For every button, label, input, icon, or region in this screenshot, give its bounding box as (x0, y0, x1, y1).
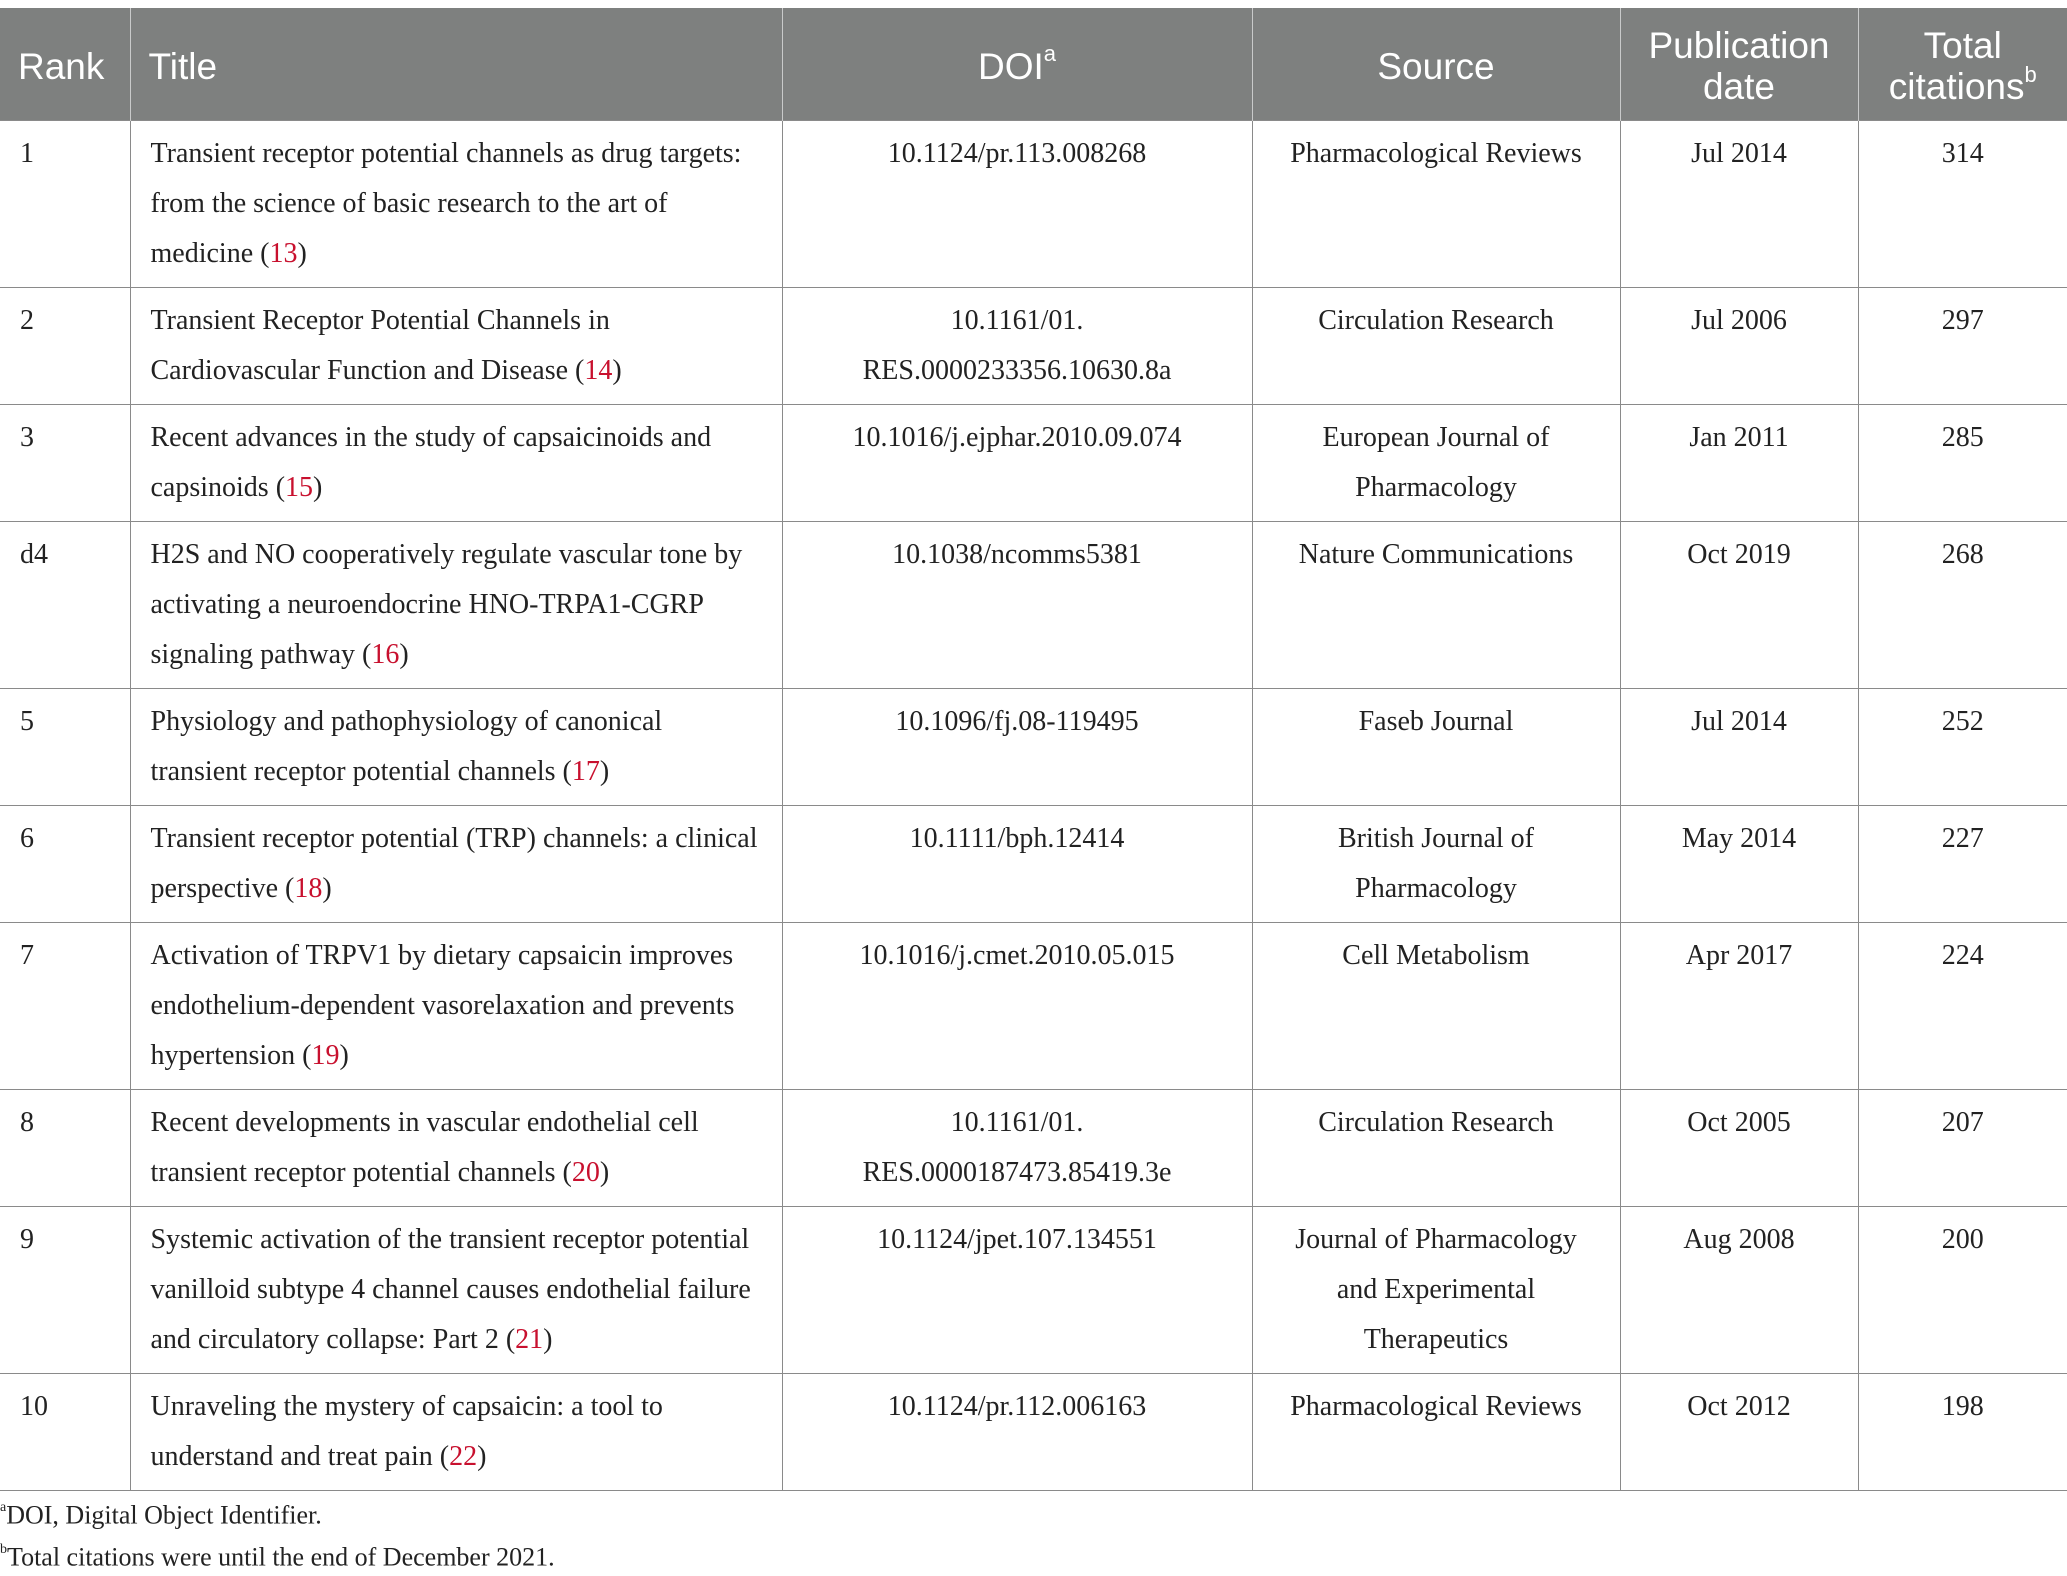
total-citations-cell: 285 (1858, 405, 2067, 522)
title-cell (130, 1207, 782, 1374)
reference-link[interactable]: 14 (584, 355, 613, 386)
title-cell (130, 288, 782, 405)
total-citations-cell: 227 (1858, 806, 2067, 923)
rank-cell: 5 (0, 689, 130, 806)
footnote-a (0, 1492, 555, 1534)
title-text: Systemic activation of the transient receptor potential vanilloid subtype 4 channel causes endothelial failure and circulatory collapse: Part 2 ( (150, 1224, 751, 1355)
header-total-citations (1858, 8, 2067, 121)
header-date-line1: Publication (1648, 25, 1830, 66)
title-text: H2S and NO cooperatively regulate vascular tone by activating a neuroendocrine HNO-TRPA1-CGRP signaling pathway ( (150, 539, 743, 670)
source-cell: Circulation Research (1252, 1090, 1620, 1207)
title-cell (130, 121, 782, 288)
title-text: Recent advances in the study of capsaicinoids and capsinoids ( (150, 422, 712, 503)
doi-cell: 10.1124/pr.113.008268 (782, 121, 1252, 288)
total-citations-cell: 200 (1858, 1207, 2067, 1374)
table-row (0, 522, 2067, 689)
reference-link[interactable]: 13 (269, 238, 298, 269)
rank-cell: 9 (0, 1207, 130, 1374)
header-cit-line2: citations (1888, 66, 2025, 107)
title-text: Unraveling the mystery of capsaicin: a tool to understand and treat pain ( (150, 1391, 663, 1472)
citation-table-wrapper (0, 8, 2067, 1491)
title-text: Transient receptor potential (TRP) channels: a clinical perspective ( (150, 823, 758, 904)
source-cell: Pharmacological Reviews (1252, 1374, 1620, 1491)
total-citations-cell: 297 (1858, 288, 2067, 405)
table-row (0, 806, 2067, 923)
header-title (130, 8, 782, 121)
source-cell: British Journal of Pharmacology (1252, 806, 1620, 923)
title-text: Recent developments in vascular endothelial cell transient receptor potential channels ( (150, 1107, 699, 1188)
table-row (0, 288, 2067, 405)
doi-cell: 10.1124/pr.112.006163 (782, 1374, 1252, 1491)
doi-cell: 10.1038/ncomms5381 (782, 522, 1252, 689)
total-citations-cell: 268 (1858, 522, 2067, 689)
table-row (0, 1090, 2067, 1207)
footnote-b-text: Total citations were until the end of December 2021. (7, 1542, 555, 1572)
header-cit-footnote-mark: b (2024, 61, 2037, 87)
title-text: Activation of TRPV1 by dietary capsaicin improves endothelium-dependent vasorelaxation and prevents hypertension ( (150, 940, 735, 1071)
title-cell (130, 689, 782, 806)
header-rank (0, 8, 130, 121)
rank-cell: 8 (0, 1090, 130, 1207)
publication-date-cell: Jul 2014 (1620, 121, 1858, 288)
title-cell (130, 806, 782, 923)
publication-date-cell: Jul 2014 (1620, 689, 1858, 806)
total-citations-cell: 314 (1858, 121, 2067, 288)
table-footnotes (0, 1492, 555, 1575)
header-cit-line1: Total (1923, 25, 2002, 66)
reference-link[interactable]: 19 (311, 1040, 340, 1071)
title-close-paren: ) (477, 1441, 487, 1472)
reference-link[interactable]: 16 (371, 639, 400, 670)
header-row (0, 8, 2067, 121)
total-citations-cell: 207 (1858, 1090, 2067, 1207)
title-close-paren: ) (399, 639, 409, 670)
title-close-paren: ) (297, 238, 307, 269)
doi-cell: 10.1016/j.cmet.2010.05.015 (782, 923, 1252, 1090)
top-cited-papers-table (0, 8, 2067, 1491)
reference-link[interactable]: 17 (571, 756, 600, 787)
rank-cell: 7 (0, 923, 130, 1090)
table-body (0, 121, 2067, 1491)
doi-cell: 10.1111/bph.12414 (782, 806, 1252, 923)
title-cell (130, 522, 782, 689)
table-row (0, 689, 2067, 806)
title-close-paren: ) (612, 355, 622, 386)
rank-cell: 2 (0, 288, 130, 405)
source-cell: Circulation Research (1252, 288, 1620, 405)
title-close-paren: ) (313, 472, 323, 503)
title-close-paren: ) (599, 1157, 610, 1188)
source-cell: European Journal of Pharmacology (1252, 405, 1620, 522)
header-source-label: Source (1377, 45, 1495, 87)
header-doi (782, 8, 1252, 121)
total-citations-cell: 252 (1858, 689, 2067, 806)
reference-link[interactable]: 22 (449, 1441, 478, 1472)
header-source (1252, 8, 1620, 121)
footnote-b-mark: b (0, 1541, 7, 1557)
publication-date-cell: Aug 2008 (1620, 1207, 1858, 1374)
doi-cell: 10.1016/j.ejphar.2010.09.074 (782, 405, 1252, 522)
title-cell (130, 405, 782, 522)
table-row (0, 405, 2067, 522)
title-close-paren: ) (339, 1040, 349, 1071)
title-close-paren: ) (599, 756, 610, 787)
header-title-label: Title (148, 45, 218, 87)
publication-date-cell: Oct 2012 (1620, 1374, 1858, 1491)
source-cell: Cell Metabolism (1252, 923, 1620, 1090)
total-citations-cell: 198 (1858, 1374, 2067, 1491)
rank-cell: d4 (0, 522, 130, 689)
title-text: Transient Receptor Potential Channels in Cardiovascular Function and Disease ( (150, 305, 610, 386)
rank-cell: 10 (0, 1374, 130, 1491)
source-cell: Nature Communications (1252, 522, 1620, 689)
header-date-line2: date (1702, 66, 1775, 107)
title-text: Transient receptor potential channels as drug targets: from the science of basic research to the art of medicine ( (150, 138, 742, 269)
publication-date-cell: Jul 2006 (1620, 288, 1858, 405)
header-rank-label: Rank (18, 45, 105, 87)
footnote-a-mark: a (0, 1500, 7, 1515)
table-row (0, 1207, 2067, 1374)
publication-date-cell: Oct 2019 (1620, 522, 1858, 689)
table-row (0, 1374, 2067, 1491)
total-citations-cell: 224 (1858, 923, 2067, 1090)
publication-date-cell: May 2014 (1620, 806, 1858, 923)
table-row (0, 923, 2067, 1090)
table-row (0, 121, 2067, 288)
publication-date-cell: Jan 2011 (1620, 405, 1858, 522)
header-publication-date (1620, 8, 1858, 121)
title-cell (130, 1374, 782, 1491)
reference-link[interactable]: 15 (285, 472, 314, 503)
publication-date-cell: Apr 2017 (1620, 923, 1858, 1090)
rank-cell: 6 (0, 806, 130, 923)
reference-link[interactable]: 18 (294, 873, 323, 904)
doi-cell: 10.1096/fj.08-119495 (782, 689, 1252, 806)
title-close-paren: ) (322, 873, 332, 904)
reference-link[interactable]: 21 (515, 1324, 544, 1355)
header-doi-footnote-mark: a (1043, 41, 1057, 67)
rank-cell: 3 (0, 405, 130, 522)
footnote-b (0, 1534, 555, 1576)
header-doi-label: DOI (977, 45, 1044, 87)
title-cell (130, 923, 782, 1090)
source-cell: Pharmacological Reviews (1252, 121, 1620, 288)
footnote-a-text: DOI, Digital Object Identifier. (6, 1500, 322, 1530)
rank-cell: 1 (0, 121, 130, 288)
title-text: Physiology and pathophysiology of canonical transient receptor potential channels ( (150, 706, 663, 787)
table-header (0, 8, 2067, 121)
title-close-paren: ) (543, 1324, 553, 1355)
source-cell: Journal of Pharmacology and Experimental Therapeutics (1252, 1207, 1620, 1374)
source-cell: Faseb Journal (1252, 689, 1620, 806)
reference-link[interactable]: 20 (571, 1157, 600, 1188)
publication-date-cell: Oct 2005 (1620, 1090, 1858, 1207)
doi-cell: 10.1161/01. RES.0000233356.10630.8a (782, 288, 1252, 405)
doi-cell: 10.1124/jpet.107.134551 (782, 1207, 1252, 1374)
doi-cell: 10.1161/01. RES.0000187473.85419.3e (782, 1090, 1252, 1207)
title-cell (130, 1090, 782, 1207)
